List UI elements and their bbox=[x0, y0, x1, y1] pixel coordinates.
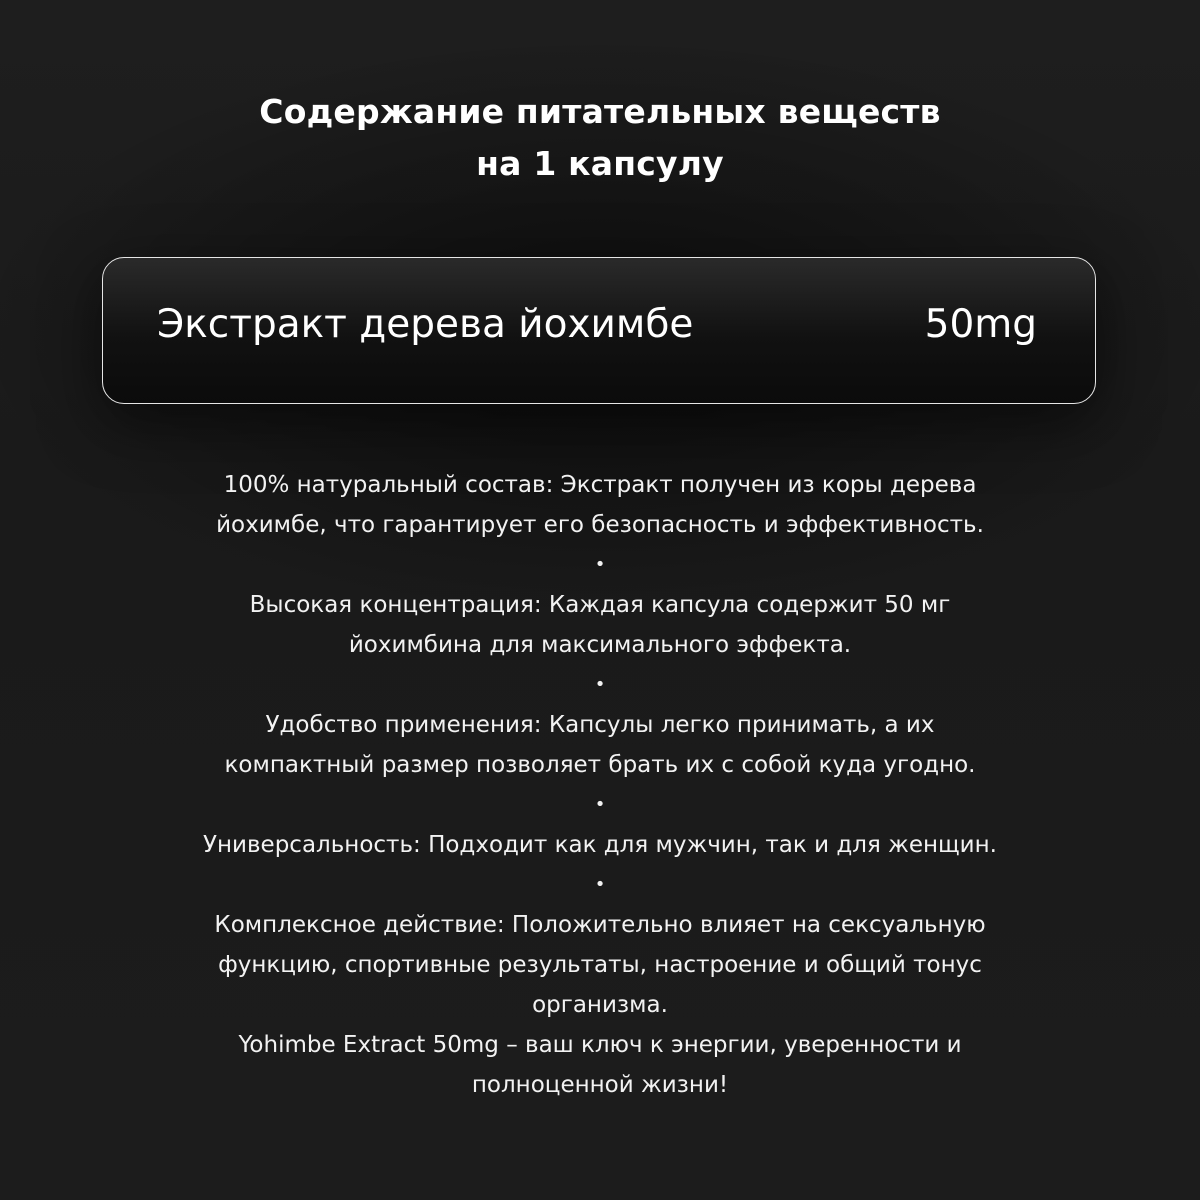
benefit-natural-line-1: 100% натуральный состав: Экстракт получен из коры дерева bbox=[223, 472, 977, 498]
nutrient-name: Экстракт дерева йохимбе bbox=[157, 302, 694, 347]
closing-line-2: полноценной жизни! bbox=[471, 1072, 729, 1098]
benefit-complex-line-3: организма. bbox=[532, 992, 668, 1018]
benefit-convenience-line-2: компактный размер позволяет брать их с собой куда угодно. bbox=[224, 752, 976, 778]
benefit-complex-line-2: функцию, спортивные результаты, настроение и общий тонус bbox=[218, 952, 982, 978]
benefit-complex bbox=[120, 905, 1080, 1025]
benefit-natural-line-2: йохимбе, что гарантирует его безопасность и эффективность. bbox=[216, 512, 984, 538]
bullet-separator: • bbox=[594, 554, 606, 575]
closing-line-1: Yohimbe Extract 50mg – ваш ключ к энергии, уверенности и bbox=[238, 1032, 962, 1058]
benefit-universal bbox=[120, 825, 1080, 865]
bullet-separator: • bbox=[594, 674, 606, 695]
benefit-complex-line-1: Комплексное действие: Положительно влияет на сексуальную bbox=[214, 912, 986, 938]
title-line-2: на 1 капсулу bbox=[476, 144, 724, 183]
page-title bbox=[0, 86, 1200, 190]
benefit-concentration bbox=[120, 585, 1080, 665]
benefit-concentration-line-2: йохимбина для максимального эффекта. bbox=[348, 632, 852, 658]
bullet-separator: • bbox=[594, 874, 606, 895]
nutrient-amount: 50mg bbox=[924, 302, 1037, 347]
benefit-universal-line-1: Универсальность: Подходит как для мужчин, так и для женщин. bbox=[203, 832, 997, 858]
benefits-list bbox=[120, 465, 1080, 1105]
title-line-1: Содержание питательных веществ bbox=[259, 92, 941, 131]
benefit-natural bbox=[120, 465, 1080, 545]
nutrient-row bbox=[102, 257, 1096, 404]
benefit-convenience bbox=[120, 705, 1080, 785]
closing-statement bbox=[120, 1025, 1080, 1105]
benefit-convenience-line-1: Удобство применения: Капсулы легко принимать, а их bbox=[265, 712, 935, 738]
benefit-concentration-line-1: Высокая концентрация: Каждая капсула содержит 50 мг bbox=[249, 592, 951, 618]
bullet-separator: • bbox=[594, 794, 606, 815]
